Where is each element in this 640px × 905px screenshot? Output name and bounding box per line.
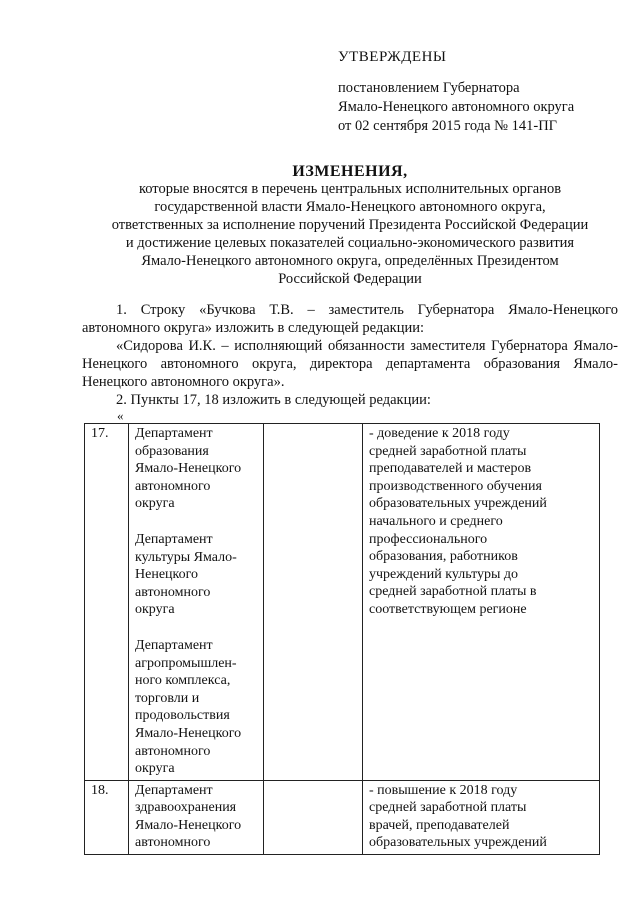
subtitle-line: государственной власти Ямало-Ненецкого автономного округа,: [154, 199, 546, 215]
subtitle-line: Российской Федерации: [278, 271, 422, 287]
department-name: Департамент культуры Ямало- Ненецкого автономного округа: [135, 531, 237, 618]
paragraph-2: «Сидорова И.К. – исполняющий обязанности заместителя Губернатора Ямало-Ненецкого автономного округа, директора департамента образования Ямало-Ненецкого автономного округа».: [82, 338, 618, 390]
departments-cell: [129, 424, 264, 781]
responsible-cell: [264, 424, 363, 781]
goal-cell: - повышение к 2018 году средней заработной платы врачей, преподавателей образовательных учреждений: [363, 780, 600, 854]
row-number: 18.: [85, 780, 129, 854]
department-name: Департамент здравоохранения Ямало-Ненецкого автономного: [135, 782, 242, 851]
subtitle-line: которые вносятся в перечень центральных исполнительных органов: [138, 181, 562, 197]
subtitle-line: ответственных за исполнение поручений Президента Российской Федерации: [111, 217, 589, 233]
department-name: Департамент агропромышлен- ного комплекса, торговли и продовольствия Ямало-Ненецкого автономного округа: [135, 637, 242, 777]
points-table: [84, 423, 600, 855]
approval-line: постановлением Губернатора: [338, 80, 520, 96]
opening-quote: «: [117, 408, 124, 423]
document-title: ИЗМЕНЕНИЯ,: [292, 163, 408, 180]
responsible-cell: [264, 780, 363, 854]
goal-cell: - доведение к 2018 году средней заработной платы преподавателей и мастеров производственного обучения образовательных учреждений начального и среднего профессионального образования, работников учреждений культуры до средней заработной платы в соответствующем регионе: [363, 424, 600, 781]
approval-stamp: [338, 48, 574, 136]
document-subtitle: [60, 180, 640, 288]
subtitle-line: Ямало-Ненецкого автономного округа, определённых Президентом: [141, 253, 559, 269]
approval-line: от 02 сентября 2015 года № 141-ПГ: [338, 118, 558, 134]
table-row: [85, 780, 600, 854]
table-body: [85, 424, 600, 855]
subtitle-line: и достижение целевых показателей социально-экономического развития: [125, 235, 575, 251]
approval-line: Ямало-Ненецкого автономного округа: [338, 99, 575, 115]
table-row: [85, 424, 600, 781]
department-name: Департамент образования Ямало-Ненецкого автономного округа: [135, 426, 242, 512]
approval-heading: УТВЕРЖДЕНЫ: [338, 49, 447, 65]
paragraph-1: 1. Строку «Бучкова Т.В. – заместитель Губернатора Ямало-Ненецкого автономного округа» изложить в следующей редакции:: [82, 302, 618, 336]
paragraph-3: 2. Пункты 17, 18 изложить в следующей редакции:: [116, 392, 431, 408]
departments-cell: [129, 780, 264, 854]
row-number: 17.: [85, 424, 129, 781]
